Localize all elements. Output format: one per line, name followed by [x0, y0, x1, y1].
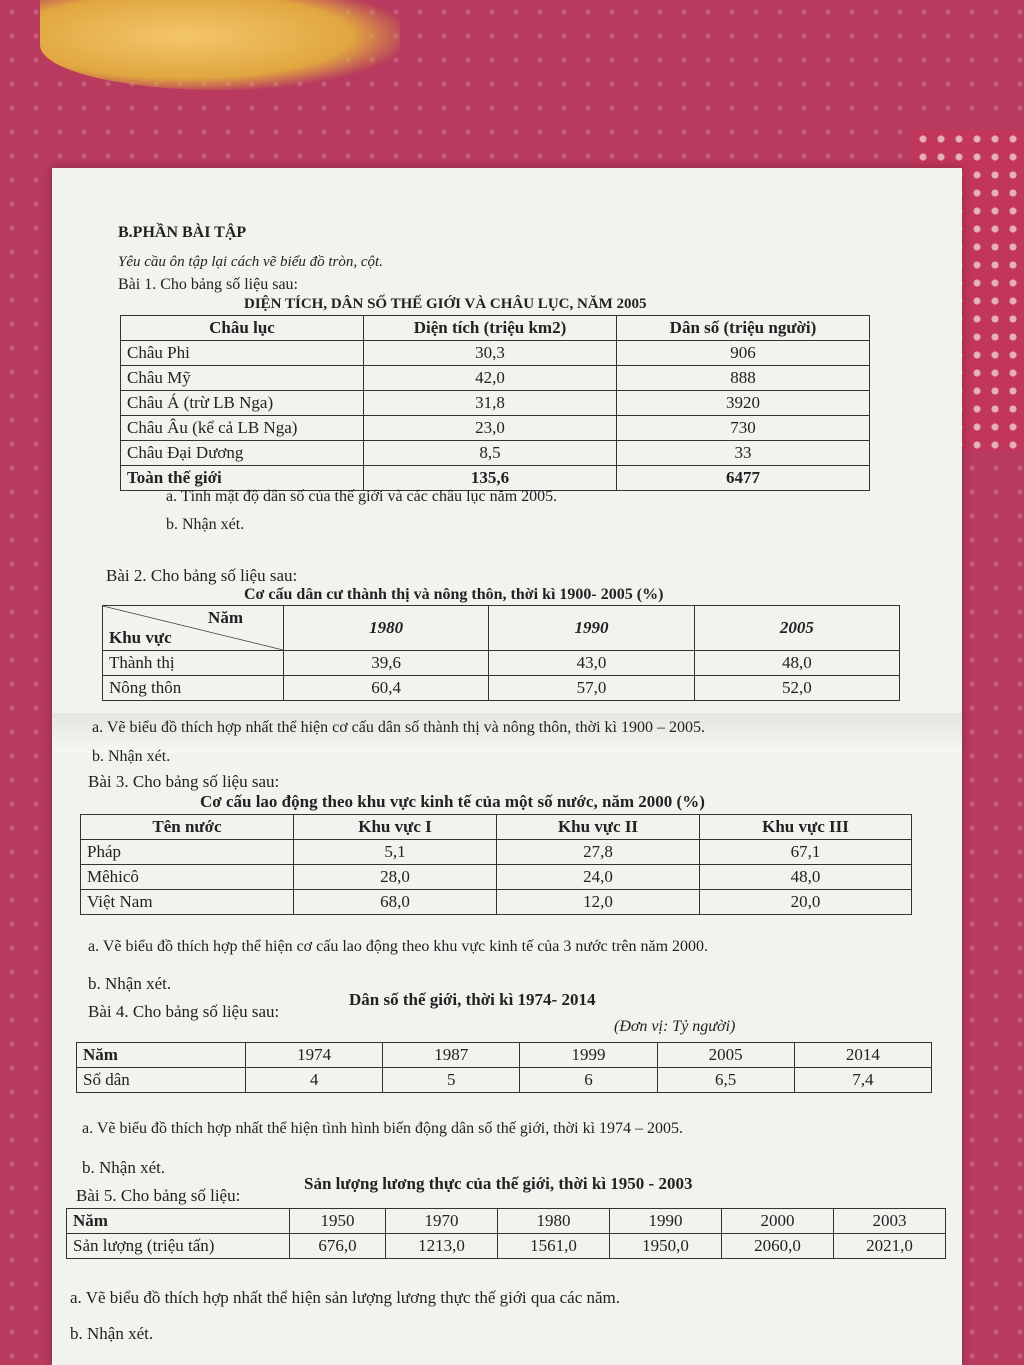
table-cell: 1980	[498, 1209, 610, 1234]
bai2-intro: Bài 2. Cho bảng số liệu sau:	[106, 566, 298, 585]
bai2-table	[102, 605, 900, 701]
table-row	[67, 1209, 946, 1234]
bai3-question-b: b. Nhận xét.	[88, 974, 172, 993]
table-header-cell: Khu vực II	[497, 815, 700, 840]
table-header-cell: 1990	[489, 606, 694, 651]
table-cell: 1213,0	[386, 1234, 498, 1259]
table-cell: 1970	[386, 1209, 498, 1234]
table-cell: Mêhicô	[81, 865, 294, 890]
table-cell: Châu Phi	[121, 341, 364, 366]
bai5-intro: Bài 5. Cho bảng số liệu:	[76, 1186, 241, 1205]
section-heading: B.PHẦN BÀI TẬP	[118, 224, 247, 241]
bai3-question-a: a. Vẽ biểu đồ thích hợp thể hiện cơ cấu lao động theo khu vực kinh tế của 3 nước trên năm 2000.	[88, 938, 709, 955]
table-cell: 33	[617, 441, 870, 466]
bai4-unit: (Đơn vị: Tỷ người)	[614, 1018, 736, 1035]
table-cell: Việt Nam	[81, 890, 294, 915]
table-cell: Châu Đại Dương	[121, 441, 364, 466]
table-cell: 67,1	[700, 840, 912, 865]
table-cell: 24,0	[497, 865, 700, 890]
table-cell: Pháp	[81, 840, 294, 865]
table-cell: Sản lượng (triệu tấn)	[67, 1234, 290, 1259]
table-cell: 2014	[794, 1043, 931, 1068]
table-cell: Số dân	[77, 1068, 246, 1093]
table-header-cell: Khu vực I	[294, 815, 497, 840]
bai2-question-b: b. Nhận xét.	[92, 748, 171, 765]
bai2-title: Cơ cấu dân cư thành thị và nông thôn, thời kì 1900- 2005 (%)	[244, 586, 664, 603]
table-row	[121, 416, 870, 441]
table-header-cell: Khu vực III	[700, 815, 912, 840]
table-row	[77, 1068, 932, 1093]
table-cell: 888	[617, 366, 870, 391]
bai1-table	[120, 315, 870, 491]
table-row	[121, 441, 870, 466]
table-cell: 27,8	[497, 840, 700, 865]
bai3-title: Cơ cấu lao động theo khu vực kinh tế của một số nước, năm 2000 (%)	[200, 792, 705, 811]
table-cell: 1561,0	[498, 1234, 610, 1259]
worksheet-paper	[52, 168, 962, 1365]
table-row	[121, 391, 870, 416]
table-cell: Nông thôn	[103, 676, 284, 701]
instruction-text: Yêu cầu ôn tập lại cách vẽ biểu đồ tròn, cột.	[118, 254, 383, 270]
table-row	[121, 466, 870, 491]
table-row	[103, 651, 900, 676]
table-cell: 730	[617, 416, 870, 441]
bai1-question-b: b. Nhận xét.	[166, 516, 245, 533]
tablecloth-flower-pattern	[40, 0, 400, 90]
table-cell: 39,6	[284, 651, 489, 676]
table-row	[103, 676, 900, 701]
table-header-cell: Châu lục	[121, 316, 364, 341]
table-cell: 135,6	[364, 466, 617, 491]
bai1-title: DIỆN TÍCH, DÂN SỐ THẾ GIỚI VÀ CHÂU LỤC, NĂM 2005	[244, 296, 647, 312]
table-cell: 906	[617, 341, 870, 366]
table-cell: 7,4	[794, 1068, 931, 1093]
table-cell: Châu Âu (kể cả LB Nga)	[121, 416, 364, 441]
table-header-cell: 2005	[694, 606, 899, 651]
table-cell: 1987	[383, 1043, 520, 1068]
table-cell: 60,4	[284, 676, 489, 701]
table-cell: 676,0	[290, 1234, 386, 1259]
table-cell: 28,0	[294, 865, 497, 890]
bai4-title: Dân số thế giới, thời kì 1974- 2014	[349, 990, 596, 1009]
table-cell: 2060,0	[722, 1234, 834, 1259]
table-header-cell: Năm	[67, 1209, 290, 1234]
table-cell: 2000	[722, 1209, 834, 1234]
table-cell: 23,0	[364, 416, 617, 441]
table-cell: 4	[246, 1068, 383, 1093]
table-cell: 48,0	[700, 865, 912, 890]
diagonal-header-cell	[103, 606, 284, 651]
table-cell: 6	[520, 1068, 657, 1093]
bai5-title: Sản lượng lương thực của thế giới, thời kì 1950 - 2003	[304, 1174, 693, 1193]
table-row	[121, 341, 870, 366]
table-cell: 2005	[657, 1043, 794, 1068]
corner-label-year: Năm	[208, 608, 243, 627]
table-row	[81, 865, 912, 890]
table-cell: 2003	[833, 1209, 945, 1234]
bai5-question-b: b. Nhận xét.	[70, 1324, 154, 1343]
table-cell: Toàn thế giới	[121, 466, 364, 491]
corner-label-region: Khu vực	[109, 628, 172, 647]
bai4-question-b: b. Nhận xét.	[82, 1158, 166, 1177]
table-cell: 8,5	[364, 441, 617, 466]
bai3-intro: Bài 3. Cho bảng số liệu sau:	[88, 772, 280, 791]
bai4-intro: Bài 4. Cho bảng số liệu sau:	[88, 1002, 280, 1021]
table-header-cell: Dân số (triệu người)	[617, 316, 870, 341]
table-cell: 3920	[617, 391, 870, 416]
table-cell: Châu Á (trừ LB Nga)	[121, 391, 364, 416]
table-cell: 5	[383, 1068, 520, 1093]
table-header-cell: Năm	[77, 1043, 246, 1068]
table-cell: 42,0	[364, 366, 617, 391]
table-cell: 1950,0	[610, 1234, 722, 1259]
table-header-cell: Diện tích (triệu km2)	[364, 316, 617, 341]
table-cell: 30,3	[364, 341, 617, 366]
table-cell: 20,0	[700, 890, 912, 915]
bai3-table	[80, 814, 912, 915]
table-cell: 68,0	[294, 890, 497, 915]
bai2-question-a: a. Vẽ biểu đồ thích hợp nhất thể hiện cơ cấu dân số thành thị và nông thôn, thời kì 1900 – 2005.	[92, 719, 705, 736]
table-cell: 43,0	[489, 651, 694, 676]
table-header-row	[81, 815, 912, 840]
table-cell: 48,0	[694, 651, 899, 676]
table-row	[81, 840, 912, 865]
table-cell: 1990	[610, 1209, 722, 1234]
table-row	[81, 890, 912, 915]
table-header-cell: 1980	[284, 606, 489, 651]
table-cell: 57,0	[489, 676, 694, 701]
bai1-intro: Bài 1. Cho bảng số liệu sau:	[118, 276, 298, 293]
table-cell: 52,0	[694, 676, 899, 701]
table-cell: 12,0	[497, 890, 700, 915]
table-header-row	[121, 316, 870, 341]
table-header-cell: Tên nước	[81, 815, 294, 840]
bai5-table	[66, 1208, 946, 1259]
table-cell: 2021,0	[833, 1234, 945, 1259]
table-cell: Châu Mỹ	[121, 366, 364, 391]
table-cell: 6,5	[657, 1068, 794, 1093]
table-cell: 1999	[520, 1043, 657, 1068]
table-header-row	[103, 606, 900, 651]
bai5-question-a: a. Vẽ biểu đồ thích hợp nhất thể hiện sản lượng lương thực thế giới qua các năm.	[70, 1288, 621, 1307]
bai4-question-a: a. Vẽ biểu đồ thích hợp nhất thể hiện tình hình biến động dân số thế giới, thời kì 1974 – 2005.	[82, 1120, 684, 1137]
table-cell: 6477	[617, 466, 870, 491]
bai4-table	[76, 1042, 932, 1093]
table-row	[121, 366, 870, 391]
bai1-question-a: a. Tính mật độ dân số của thế giới và các châu lục năm 2005.	[166, 488, 558, 505]
table-cell: Thành thị	[103, 651, 284, 676]
table-cell: 1950	[290, 1209, 386, 1234]
table-row	[67, 1234, 946, 1259]
table-cell: 1974	[246, 1043, 383, 1068]
table-cell: 5,1	[294, 840, 497, 865]
table-row	[77, 1043, 932, 1068]
table-cell: 31,8	[364, 391, 617, 416]
